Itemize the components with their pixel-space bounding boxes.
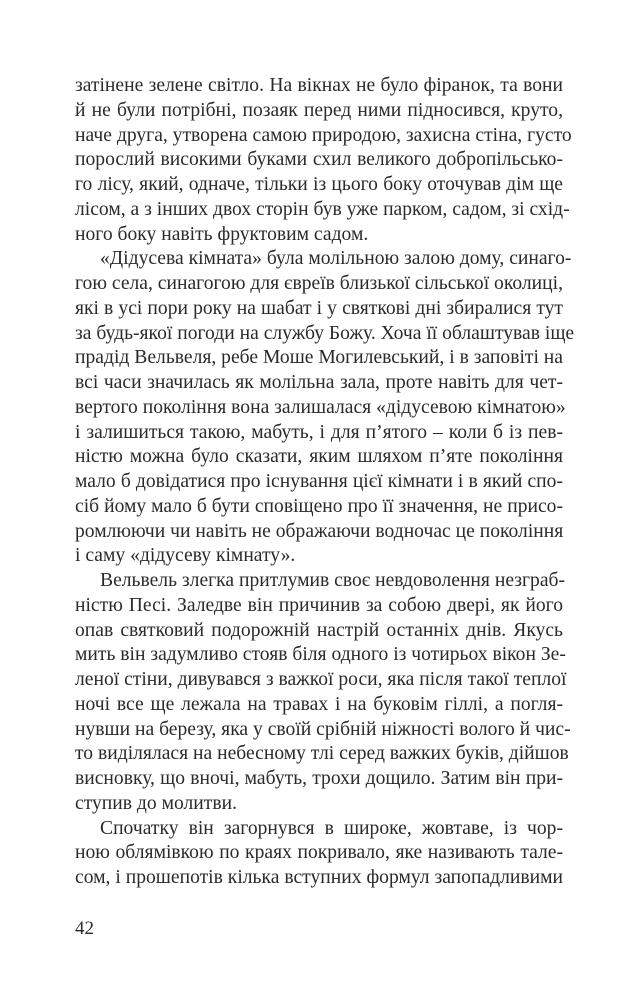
text-line: ступив до молитви. [75, 792, 237, 814]
text-line: ністю Песі. Заледве він причинив за собою двері, як його [75, 594, 563, 616]
text-line: які в усі пори року на шабат і у святкові дні збиралися тут [75, 297, 563, 319]
text-line: мить він задумливо стояв біля одного із чотирьох вікон Зе- [75, 644, 566, 666]
text-line: гою села, синагогою для євреїв близької сільської околиці, [75, 273, 563, 294]
text-line: го лісу, який, одначе, тільки із цього боку оточував дім ще [75, 174, 563, 195]
text-line: вертого покоління вона залишалася «дідусевою кімнатою» [75, 396, 566, 418]
body-text [75, 74, 575, 891]
text-line: леної стіни, дивувався з важкої роси, яка після такої теплої [75, 669, 567, 690]
text-line: мало б довідатися про існування цієї кімнати і в який спо- [75, 471, 563, 492]
text-line: опав святковий подорожній настрій останніх днів. Якусь [75, 619, 563, 641]
text-line: сом, і прошепотів кілька вступних формул запопадливими [75, 867, 563, 888]
text-line: ночі все ще лежала на травах і на буковім гіллі, а погля- [75, 693, 563, 715]
text-line: всі часи значилась як молільна зала, проте навіть для чет- [75, 372, 563, 393]
page-number: 42 [75, 918, 94, 939]
text-line: Вельвель злегка притлумив своє невдоволення незграб- [100, 570, 566, 591]
paragraph [75, 74, 572, 247]
text-line: ністю можна було сказати, яким шляхом п’яте покоління [75, 446, 563, 468]
text-line: і залишиться такою, мабуть, і для п’ятого – коли б із пев- [75, 421, 563, 443]
text-line: й не були потрібні, позаяк перед ними підносився, круто, [75, 99, 563, 121]
text-line: «Дідусева кімната» була молільною залою дому, синаго- [100, 248, 572, 270]
text-line: наче друга, утворена самою природою, захисна стіна, густо [75, 124, 572, 146]
paragraph [75, 569, 571, 817]
text-line: лісом, а з інших двох сторін був уже парком, садом, зі схід- [75, 198, 570, 220]
text-line: ною облямівкою по краях покривало, яке називають тале- [75, 842, 563, 864]
text-line: затінене зелене світло. На вікнах не було фіранок, та вони [75, 75, 563, 96]
text-line: нувши на березу, яка у своїй срібній ніжності волого й чис- [75, 718, 571, 740]
text-line: порослий високими буками схил великого добропільсько- [75, 149, 563, 171]
text-line: висновку, що вночі, мабуть, трохи дощило. Затим він при- [75, 768, 563, 789]
text-line: за будь-якої погоди на службу Божу. Хоча її облаштував іще [75, 322, 575, 344]
paragraph [75, 247, 575, 569]
text-line: то виділялася на небесному тлі серед важких буків, дійшов [75, 743, 569, 765]
paragraph [75, 817, 563, 891]
text-line: сіб йому мало б бути сповіщено про її значення, не присо- [75, 495, 563, 517]
text-line: ного боку навіть фруктовим садом. [75, 223, 369, 245]
text-line: Спочатку він загорнувся в широке, жовтаве, із чор- [100, 817, 563, 839]
text-line: і саму «дідусеву кімнату». [75, 545, 296, 567]
text-line: прадід Вельвеля, ребе Моше Могилевський, і в заповіті на [75, 347, 563, 369]
text-line: ромлюючи чи навіть не ображаючи водночас це покоління [75, 520, 564, 542]
